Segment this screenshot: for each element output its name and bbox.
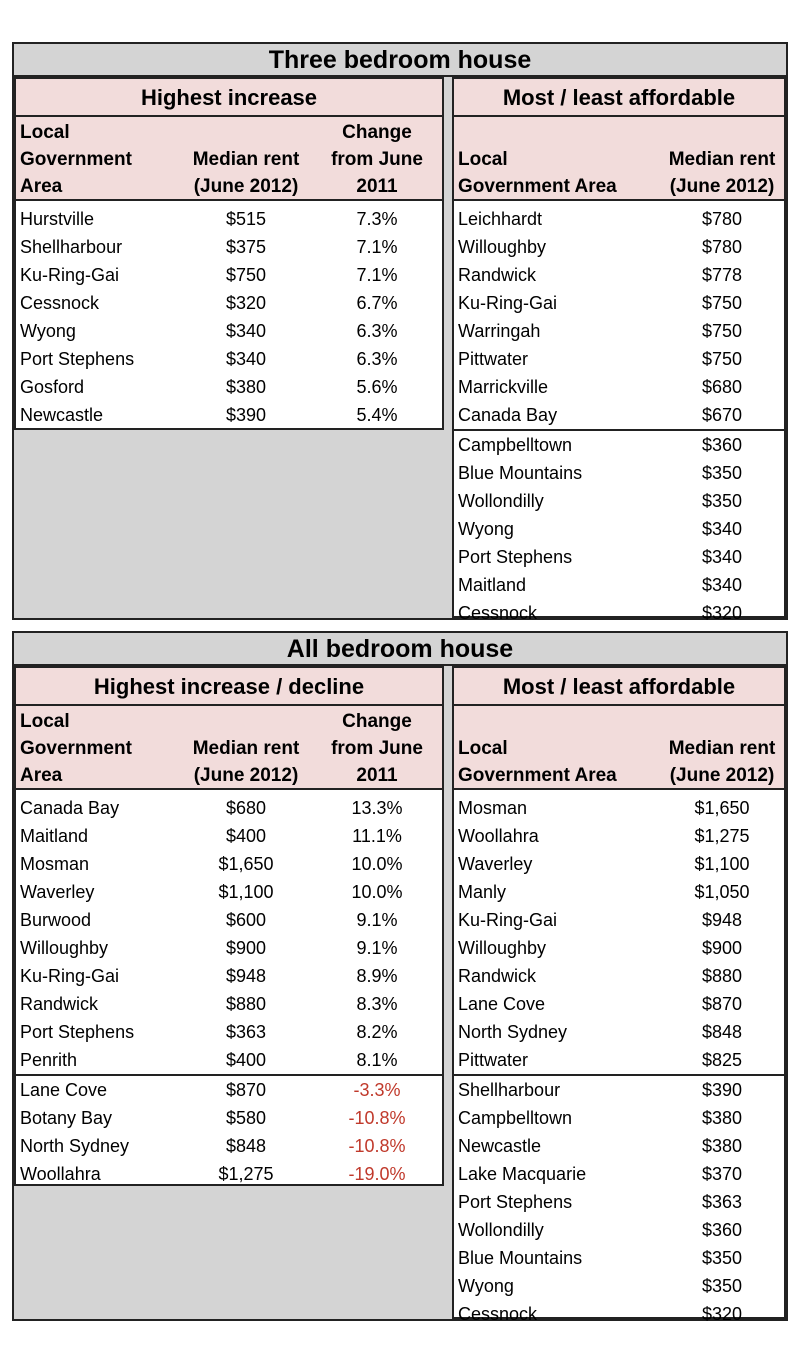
- cell-lga: Blue Mountains: [458, 1248, 583, 1268]
- cell-lga: Mosman: [20, 854, 90, 874]
- header-median-rent: Median rent (June 2012): [668, 149, 776, 197]
- section-title: All bedroom house: [14, 633, 786, 666]
- cell-change: 9.1%: [356, 910, 398, 930]
- cell-lga: Penrith: [20, 1050, 78, 1070]
- table-row: [454, 962, 784, 990]
- header-median-rent: Median rent (June 2012): [668, 738, 776, 786]
- cell-median-rent: $320: [701, 1304, 743, 1324]
- panel-title: Most / least affordable: [454, 79, 784, 117]
- all-increase-rows: [16, 794, 442, 1074]
- header-median-rent: Median rent (June 2012): [192, 149, 300, 197]
- cell-lga: Randwick: [20, 994, 99, 1014]
- table-row: [454, 1188, 784, 1216]
- cell-median-rent: $350: [701, 491, 743, 511]
- cell-median-rent: $1,100: [694, 854, 750, 874]
- cell-median-rent: $948: [225, 966, 267, 986]
- cell-lga: Shellharbour: [458, 1080, 561, 1100]
- cell-change: 6.3%: [356, 321, 398, 341]
- table-row: [16, 205, 442, 233]
- cell-median-rent: $320: [225, 293, 267, 313]
- table-row: [454, 934, 784, 962]
- table-row: [16, 317, 442, 345]
- cell-lga: Blue Mountains: [458, 463, 583, 483]
- cell-lga: Wollondilly: [458, 1220, 544, 1240]
- table-row: [454, 487, 784, 515]
- cell-change: 8.9%: [356, 966, 398, 986]
- cell-median-rent: $1,650: [218, 854, 274, 874]
- cell-lga: Canada Bay: [20, 798, 120, 818]
- cell-median-rent: $370: [701, 1164, 743, 1184]
- table-row: [16, 1160, 442, 1188]
- cell-median-rent: $340: [225, 349, 267, 369]
- cell-change: -10.8%: [348, 1136, 406, 1156]
- cell-change: 6.3%: [356, 349, 398, 369]
- cell-lga: Lane Cove: [458, 994, 546, 1014]
- header-change: Change from June 2011: [331, 122, 423, 197]
- cell-change: -19.0%: [348, 1164, 406, 1184]
- three-highest-increase-panel: [14, 77, 444, 430]
- table-row: [16, 850, 442, 878]
- cell-change: 11.1%: [352, 826, 402, 846]
- header-lga: Local Government Area: [458, 149, 617, 197]
- all-bedroom-section: [12, 631, 788, 1324]
- table-row: [454, 599, 784, 627]
- cell-change: 10.0%: [351, 882, 403, 902]
- cell-lga: Ku-Ring-Gai: [458, 910, 558, 930]
- cell-lga: Wyong: [458, 519, 514, 539]
- cell-change: -10.8%: [348, 1108, 406, 1128]
- cell-lga: Botany Bay: [20, 1108, 113, 1128]
- table-row: [16, 990, 442, 1018]
- cell-median-rent: $900: [225, 938, 267, 958]
- table-row: [454, 1018, 784, 1046]
- all-decline-rows: [16, 1074, 442, 1188]
- table-row: [454, 233, 784, 261]
- three-affordable-panel: [452, 77, 786, 623]
- cell-median-rent: $580: [225, 1108, 267, 1128]
- table-row: [454, 401, 784, 429]
- cell-lga: Wollondilly: [458, 491, 544, 511]
- table-row: [454, 431, 784, 459]
- three-most-affordable-rows: [454, 205, 784, 429]
- section-title: Three bedroom house: [14, 44, 786, 77]
- cell-median-rent: $380: [701, 1108, 743, 1128]
- cell-median-rent: $670: [701, 405, 743, 425]
- table-row: [16, 878, 442, 906]
- table-row: [16, 233, 442, 261]
- panel-title: Highest increase / decline: [16, 668, 442, 706]
- table-row: [16, 373, 442, 401]
- cell-median-rent: $350: [701, 1248, 743, 1268]
- cell-lga: Lake Macquarie: [458, 1164, 587, 1184]
- header-lga: Local Government Area: [20, 711, 132, 786]
- table-row: [16, 401, 442, 429]
- table-row: [454, 1046, 784, 1074]
- cell-change: 5.6%: [356, 377, 398, 397]
- cell-median-rent: $1,100: [218, 882, 274, 902]
- cell-lga: Randwick: [458, 966, 537, 986]
- cell-median-rent: $1,275: [218, 1164, 274, 1184]
- header-median-rent: Median rent (June 2012): [192, 738, 300, 786]
- table-row: [454, 1132, 784, 1160]
- cell-median-rent: $600: [225, 910, 267, 930]
- table-row: [454, 515, 784, 543]
- cell-lga: Port Stephens: [458, 1192, 573, 1212]
- cell-median-rent: $350: [701, 1276, 743, 1296]
- cell-lga: Waverley: [20, 882, 95, 902]
- cell-lga: Pittwater: [458, 1050, 529, 1070]
- table-row: [16, 934, 442, 962]
- table-row: [454, 317, 784, 345]
- cell-median-rent: $680: [701, 377, 743, 397]
- cell-lga: Cessnock: [20, 293, 100, 313]
- cell-change: 7.1%: [356, 265, 398, 285]
- cell-lga: Ku-Ring-Gai: [20, 265, 120, 285]
- table-row: [16, 822, 442, 850]
- cell-lga: Willoughby: [20, 938, 109, 958]
- cell-lga: Willoughby: [458, 938, 547, 958]
- cell-lga: Lane Cove: [20, 1080, 108, 1100]
- cell-median-rent: $870: [701, 994, 743, 1014]
- cell-median-rent: $750: [701, 293, 743, 313]
- cell-median-rent: $848: [225, 1136, 267, 1156]
- table-row: [454, 373, 784, 401]
- table-row: [16, 794, 442, 822]
- cell-median-rent: $880: [701, 966, 743, 986]
- cell-change: 13.3%: [351, 798, 403, 818]
- cell-lga: Port Stephens: [458, 547, 573, 567]
- table-row: [454, 1300, 784, 1328]
- table-header: [16, 706, 442, 790]
- cell-median-rent: $340: [701, 575, 743, 595]
- table-row: [16, 1018, 442, 1046]
- cell-median-rent: $778: [701, 265, 743, 285]
- cell-lga: Gosford: [20, 377, 85, 397]
- cell-median-rent: $750: [225, 265, 267, 285]
- cell-median-rent: $848: [701, 1022, 743, 1042]
- table-row: [16, 345, 442, 373]
- cell-median-rent: $340: [701, 519, 743, 539]
- table-row: [454, 261, 784, 289]
- header-lga: Local Government Area: [458, 738, 617, 786]
- cell-median-rent: $363: [225, 1022, 267, 1042]
- table-row: [454, 1272, 784, 1300]
- panel-title: Highest increase: [16, 79, 442, 117]
- cell-lga: Cessnock: [458, 603, 538, 623]
- panel-title: Most / least affordable: [454, 668, 784, 706]
- cell-lga: Pittwater: [458, 349, 529, 369]
- cell-lga: Woollahra: [458, 826, 539, 846]
- table-row: [454, 1076, 784, 1104]
- all-most-affordable-rows: [454, 794, 784, 1074]
- three-bedroom-section: [12, 42, 788, 623]
- cell-median-rent: $948: [701, 910, 743, 930]
- cell-median-rent: $375: [225, 237, 267, 257]
- cell-median-rent: $750: [701, 349, 743, 369]
- cell-median-rent: $1,050: [694, 882, 750, 902]
- cell-lga: Campbelltown: [458, 435, 573, 455]
- table-row: [16, 962, 442, 990]
- table-row: [16, 906, 442, 934]
- cell-lga: Waverley: [458, 854, 533, 874]
- table-row: [454, 906, 784, 934]
- cell-change: 5.4%: [356, 405, 398, 425]
- cell-median-rent: $320: [701, 603, 743, 623]
- table-row: [454, 878, 784, 906]
- cell-median-rent: $340: [225, 321, 267, 341]
- cell-lga: Ku-Ring-Gai: [458, 293, 558, 313]
- cell-lga: Maitland: [20, 826, 89, 846]
- cell-lga: Warringah: [458, 321, 541, 341]
- cell-lga: Newcastle: [20, 405, 104, 425]
- table-row: [454, 1160, 784, 1188]
- cell-change: 8.3%: [356, 994, 398, 1014]
- table-row: [454, 850, 784, 878]
- cell-lga: Ku-Ring-Gai: [20, 966, 120, 986]
- all-affordable-panel: [452, 666, 786, 1324]
- table-row: [454, 571, 784, 599]
- cell-lga: Port Stephens: [20, 349, 135, 369]
- cell-lga: Maitland: [458, 575, 527, 595]
- cell-change: 6.7%: [356, 293, 398, 313]
- cell-median-rent: $380: [225, 377, 267, 397]
- cell-lga: Mosman: [458, 798, 528, 818]
- cell-median-rent: $1,275: [694, 826, 750, 846]
- cell-median-rent: $390: [701, 1080, 743, 1100]
- cell-lga: Newcastle: [458, 1136, 542, 1156]
- cell-lga: Randwick: [458, 265, 537, 285]
- cell-lga: Leichhardt: [458, 209, 543, 229]
- cell-median-rent: $780: [701, 209, 743, 229]
- cell-lga: Hurstville: [20, 209, 95, 229]
- cell-median-rent: $400: [225, 1050, 267, 1070]
- cell-lga: Campbelltown: [458, 1108, 573, 1128]
- cell-median-rent: $780: [701, 237, 743, 257]
- cell-lga: Shellharbour: [20, 237, 123, 257]
- cell-median-rent: $900: [701, 938, 743, 958]
- cell-median-rent: $340: [701, 547, 743, 567]
- cell-change: 7.1%: [356, 237, 398, 257]
- all-least-affordable-rows: [454, 1074, 784, 1328]
- cell-lga: Wyong: [458, 1276, 514, 1296]
- cell-lga: Cessnock: [458, 1304, 538, 1324]
- table-row: [454, 459, 784, 487]
- table-row: [454, 794, 784, 822]
- cell-change: -3.3%: [353, 1080, 401, 1100]
- table-row: [454, 1216, 784, 1244]
- cell-median-rent: $880: [225, 994, 267, 1014]
- cell-lga: Burwood: [20, 910, 92, 930]
- table-row: [16, 261, 442, 289]
- table-header: [454, 706, 784, 790]
- table-row: [454, 205, 784, 233]
- table-header: [454, 117, 784, 201]
- cell-median-rent: $515: [225, 209, 267, 229]
- cell-lga: Manly: [458, 882, 507, 902]
- cell-median-rent: $390: [225, 405, 267, 425]
- cell-median-rent: $750: [701, 321, 743, 341]
- header-change: Change from June 2011: [331, 711, 423, 786]
- cell-median-rent: $363: [701, 1192, 743, 1212]
- cell-median-rent: $825: [701, 1050, 743, 1070]
- cell-change: 7.3%: [356, 209, 398, 229]
- three-increase-rows: [16, 205, 442, 429]
- table-header: [16, 117, 442, 201]
- three-least-affordable-rows: [454, 429, 784, 627]
- cell-median-rent: $870: [225, 1080, 267, 1100]
- table-row: [454, 543, 784, 571]
- table-row: [454, 1244, 784, 1272]
- cell-lga: North Sydney: [20, 1136, 130, 1156]
- table-row: [16, 1104, 442, 1132]
- cell-median-rent: $380: [701, 1136, 743, 1156]
- cell-change: 9.1%: [356, 938, 398, 958]
- table-row: [16, 1076, 442, 1104]
- cell-lga: Woollahra: [20, 1164, 101, 1184]
- cell-median-rent: $1,650: [694, 798, 750, 818]
- cell-lga: Wyong: [20, 321, 76, 341]
- table-row: [16, 289, 442, 317]
- cell-median-rent: $360: [701, 435, 743, 455]
- table-row: [454, 289, 784, 317]
- table-row: [16, 1046, 442, 1074]
- table-row: [454, 990, 784, 1018]
- cell-median-rent: $680: [225, 798, 267, 818]
- all-increase-decline-panel: [14, 666, 444, 1186]
- cell-median-rent: $400: [225, 826, 267, 846]
- cell-lga: North Sydney: [458, 1022, 568, 1042]
- cell-lga: Marrickville: [458, 377, 548, 397]
- cell-lga: Willoughby: [458, 237, 547, 257]
- table-row: [454, 1104, 784, 1132]
- cell-lga: Port Stephens: [20, 1022, 135, 1042]
- table-row: [454, 822, 784, 850]
- cell-change: 10.0%: [351, 854, 403, 874]
- table-row: [454, 345, 784, 373]
- header-lga: Local Government Area: [20, 122, 132, 197]
- table-row: [16, 1132, 442, 1160]
- cell-lga: Canada Bay: [458, 405, 558, 425]
- cell-median-rent: $350: [701, 463, 743, 483]
- cell-median-rent: $360: [701, 1220, 743, 1240]
- cell-change: 8.2%: [356, 1022, 398, 1042]
- cell-change: 8.1%: [356, 1050, 398, 1070]
